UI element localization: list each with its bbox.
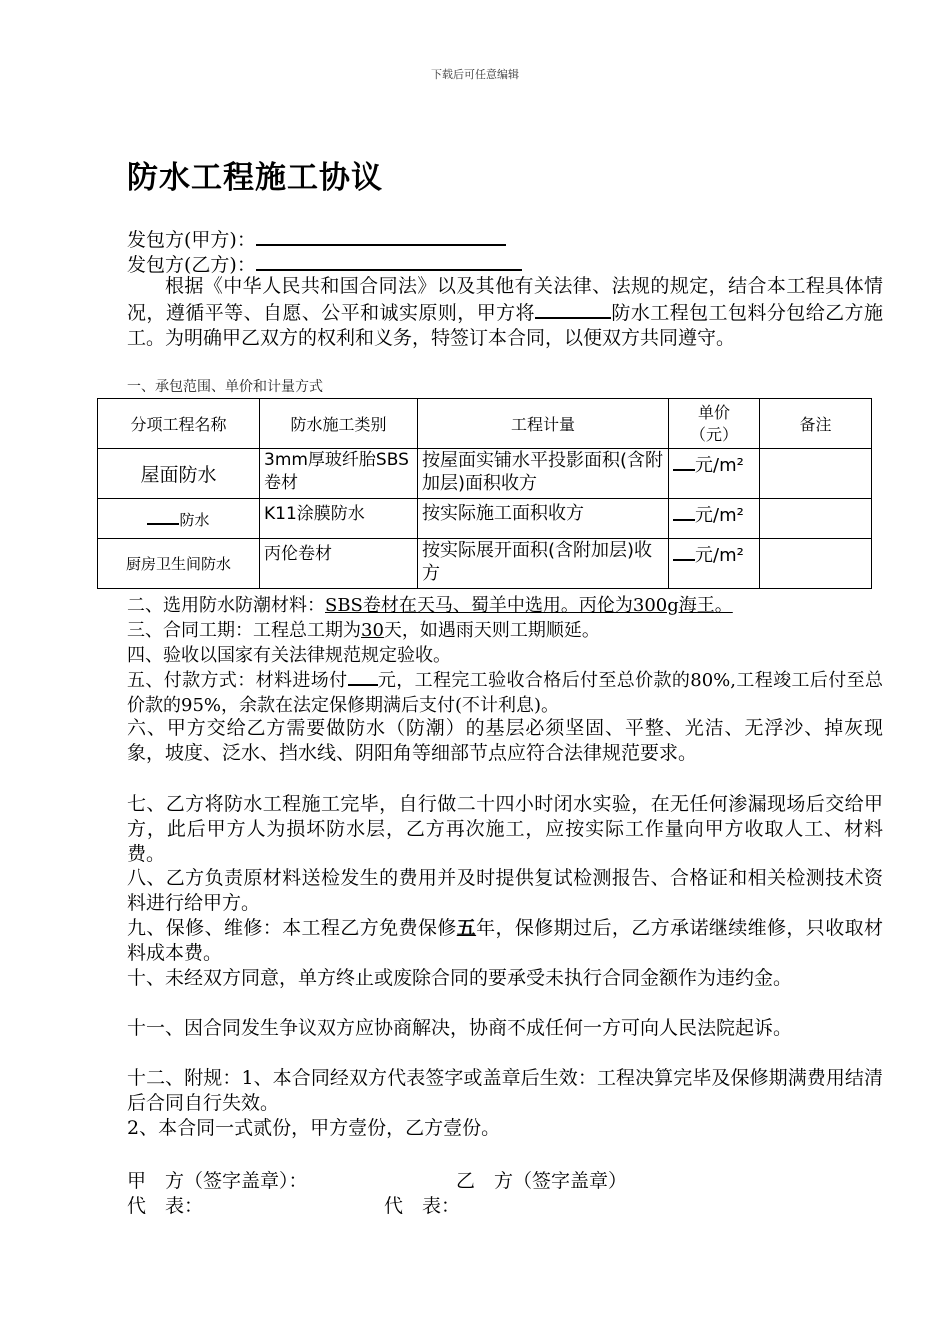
party-a-line <box>127 226 506 252</box>
clause-3: 三、合同工期：工程总工期为30天，如遇雨天则工期顺延。 <box>127 620 600 641</box>
row-name: 防水 <box>98 499 260 539</box>
col-header-note: 备注 <box>760 399 872 449</box>
clause-8: 八、乙方负责原材料送检发生的费用并及时提供复试检测报告、合格证和相关检测技术资料进行给甲方。 <box>127 867 883 914</box>
table-row <box>98 539 872 589</box>
signature-party-b: 乙 方（签字盖章） <box>456 1170 628 1192</box>
clause-7: 七、乙方将防水工程施工完毕，自行做二十四小时闭水实验，在无任何渗漏现场后交给甲方，此后甲方人为损坏防水层，乙方再次施工，应按实际工作量向甲方收取人工、材料费。 <box>127 793 883 865</box>
party-b-blank[interactable] <box>256 251 522 271</box>
table-row <box>98 499 872 539</box>
representative-a: 代 表： <box>127 1195 204 1217</box>
clause-5-blank[interactable] <box>348 669 378 686</box>
project-name-blank[interactable] <box>535 299 611 319</box>
row-measure: 按屋面实铺水平投影面积(含附加层)面积收方 <box>418 449 669 499</box>
intro-paragraph <box>127 274 883 351</box>
row-type: K11涂膜防水 <box>260 499 418 539</box>
clause-4: 四、验收以国家有关法律规范规定验收。 <box>127 645 451 666</box>
page-header: 下载后可任意编辑 <box>431 68 519 81</box>
clause-2: 二、选用防水防潮材料：SBS卷材在天马、蜀羊中选用。丙伦为300g海王。 <box>127 595 733 616</box>
row-type: 丙伦卷材 <box>260 539 418 589</box>
clause-11: 十一、因合同发生争议双方应协商解决，协商不成任何一方可向人民法院起诉。 <box>127 1017 793 1039</box>
col-header-type: 防水施工类别 <box>260 399 418 449</box>
name-blank[interactable] <box>147 507 179 525</box>
price-blank[interactable] <box>673 543 695 561</box>
table-header-row <box>98 399 872 449</box>
clause-2-materials: SBS卷材在天马、蜀羊中选用。丙伦为300g海王。 <box>325 595 733 616</box>
clause-5: 五、付款方式：材料进场付 元，工程完工验收合格后付至总价款的80%,工程竣工后付至总价款的95%，余款在法定保修期满后支付(不计利息)。 <box>127 670 884 716</box>
clause-12: 十二、附规：1、本合同经双方代表签字或盖章后生效：工程决算完毕及保修期满费用结清后合同自行失效。 <box>127 1067 883 1114</box>
row-measure: 按实际展开面积(含附加层)收方 <box>418 539 669 589</box>
row-note <box>760 539 872 589</box>
col-header-price: 单价 （元） <box>669 399 760 449</box>
row-price: 元/m² <box>669 499 760 539</box>
col-header-name: 分项工程名称 <box>98 399 260 449</box>
price-blank[interactable] <box>673 453 695 471</box>
pricing-table <box>97 398 872 589</box>
clause-12-2: 2、本合同一式贰份，甲方壹份，乙方壹份。 <box>127 1117 501 1139</box>
section-1-heading: 一、承包范围、单价和计量方式 <box>127 379 323 395</box>
document-title: 防水工程施工协议 <box>127 160 383 196</box>
row-note <box>760 499 872 539</box>
row-price: 元/m² <box>669 539 760 589</box>
table-row <box>98 449 872 499</box>
party-a-blank[interactable] <box>256 226 506 246</box>
clause-3-days: 30 <box>361 620 384 641</box>
party-a-label: 发包方(甲方)： <box>127 229 256 251</box>
row-price: 元/m² <box>669 449 760 499</box>
row-name: 厨房卫生间防水 <box>98 539 260 589</box>
row-type: 3mm厚玻纤胎SBS卷材 <box>260 449 418 499</box>
clause-6: 六、甲方交给乙方需要做防水（防潮）的基层必须坚固、平整、光洁、无浮沙、掉灰现象，坡度、泛水、挡水线、阴阳角等细部节点应符合法律规范要求。 <box>127 717 883 764</box>
row-measure: 按实际施工面积收方 <box>418 499 669 539</box>
intro-text-2: 防水工程包工包料分包给乙方施工。为明确甲乙双方的权利和义务，特签订本合同，以便双方共同遵守。 <box>127 302 883 349</box>
signature-party-a: 甲 方（签字盖章）： <box>127 1170 308 1192</box>
clause-9: 九、保修、维修：本工程乙方免费保修五年，保修期过后，乙方承诺继续维修，只收取材料成本费。 <box>127 917 883 964</box>
party-b-label: 发包方(乙方)： <box>127 254 256 276</box>
row-name: 屋面防水 <box>98 449 260 499</box>
clause-10: 十、未经双方同意，单方终止或废除合同的要承受未执行合同金额作为违约金。 <box>127 967 793 989</box>
intro-text-1: 根据《中华人民共和国合同法》以及其他有关法律、法规的规定，结合本工程具体情况，遵循平等、自愿、公平和诚实原则，甲方将 <box>127 275 883 324</box>
price-blank[interactable] <box>673 503 695 521</box>
row-note <box>760 449 872 499</box>
col-header-measure: 工程计量 <box>418 399 669 449</box>
representative-b: 代 表： <box>384 1195 461 1217</box>
clause-9-years: 五 <box>456 917 477 939</box>
